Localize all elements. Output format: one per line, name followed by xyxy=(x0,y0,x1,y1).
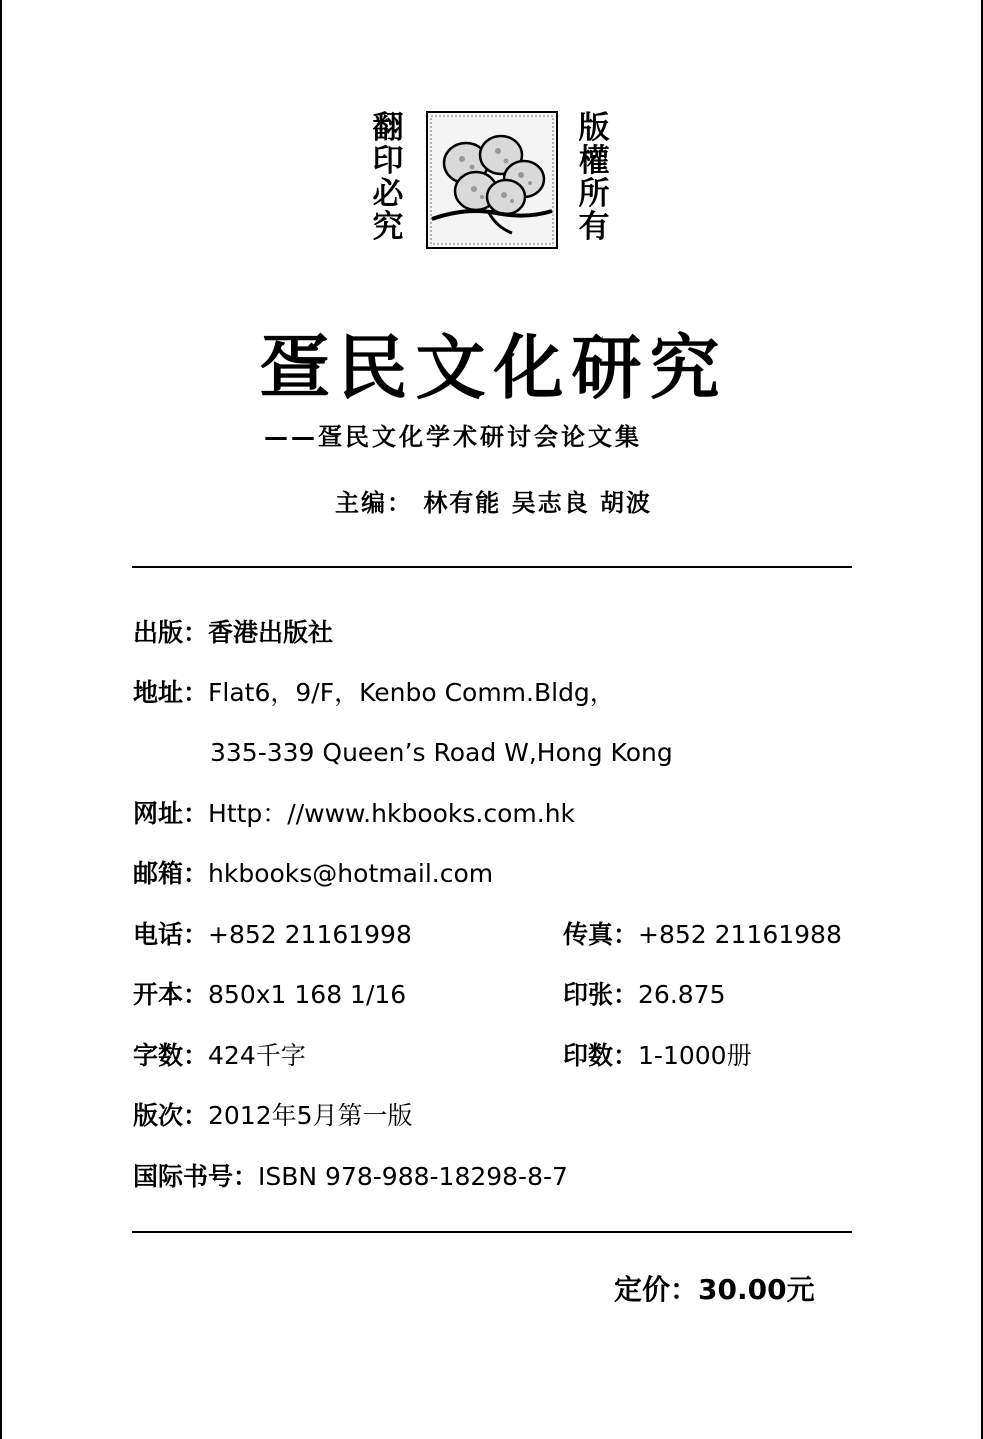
publisher-value: 香港出版社 xyxy=(208,618,334,647)
address-label: 地址： xyxy=(133,678,209,707)
book-subtitle: ——疍民文化学术研讨会论文集 xyxy=(264,423,642,451)
stamp-text-left: 翻印必究 xyxy=(372,110,404,245)
phone-row xyxy=(133,917,412,953)
plum-blossom-seal-icon xyxy=(426,111,558,249)
stamp-text-right: 版權所有 xyxy=(578,110,610,245)
fax-value: +852 21161988 xyxy=(638,920,842,949)
divider-top xyxy=(132,566,852,568)
fax-label: 传真： xyxy=(563,920,639,949)
edition-row xyxy=(133,1098,413,1134)
print-run-label: 印数： xyxy=(563,1041,639,1070)
sheets-row xyxy=(563,977,726,1013)
publisher-label: 出版： xyxy=(133,618,209,647)
sheets-label: 印张： xyxy=(563,980,639,1009)
wordcount-row xyxy=(133,1038,306,1074)
editors-label: 主编： xyxy=(334,489,413,517)
address-line2: 335-339 Queen’s Road W,Hong Kong xyxy=(210,738,673,767)
address-row xyxy=(133,675,615,711)
price-label: 定价： xyxy=(614,1273,699,1306)
isbn-value: ISBN 978-988-18298-8-7 xyxy=(258,1162,568,1191)
phone-value: +852 21161998 xyxy=(208,920,412,949)
price-value: 30.00元 xyxy=(698,1273,815,1306)
edition-label: 版次： xyxy=(133,1101,209,1130)
format-label: 开本： xyxy=(133,980,209,1009)
editors-names: 林有能 吴志良 胡波 xyxy=(423,489,653,517)
website-value: Http：//www.hkbooks.com.hk xyxy=(208,799,576,828)
isbn-label: 国际书号： xyxy=(133,1162,259,1191)
email-label: 邮箱： xyxy=(133,859,209,888)
price-line xyxy=(614,1270,815,1310)
print-run-row xyxy=(563,1038,752,1074)
sheets-value: 26.875 xyxy=(638,980,726,1009)
book-title: 疍民文化研究 xyxy=(259,327,728,409)
format-row xyxy=(133,977,406,1013)
website-label: 网址： xyxy=(133,799,209,828)
editors-line xyxy=(2,486,983,520)
edition-value: 2012年5月第一版 xyxy=(208,1101,413,1130)
address-line1: Flat6，9/F，Kenbo Comm.Bldg， xyxy=(208,678,615,707)
address-row-2 xyxy=(210,735,673,771)
wordcount-label: 字数： xyxy=(133,1041,209,1070)
print-run-value: 1-1000册 xyxy=(638,1041,752,1070)
email-row xyxy=(133,856,493,892)
website-row xyxy=(133,796,575,832)
fax-row xyxy=(563,917,842,953)
publisher-row xyxy=(133,615,333,651)
isbn-row xyxy=(133,1159,568,1195)
format-value: 850x1 168 1/16 xyxy=(208,980,407,1009)
phone-label: 电话： xyxy=(133,920,209,949)
divider-bottom xyxy=(132,1231,852,1233)
email-value: hkbooks@hotmail.com xyxy=(208,859,494,888)
wordcount-value: 424千字 xyxy=(208,1041,306,1070)
